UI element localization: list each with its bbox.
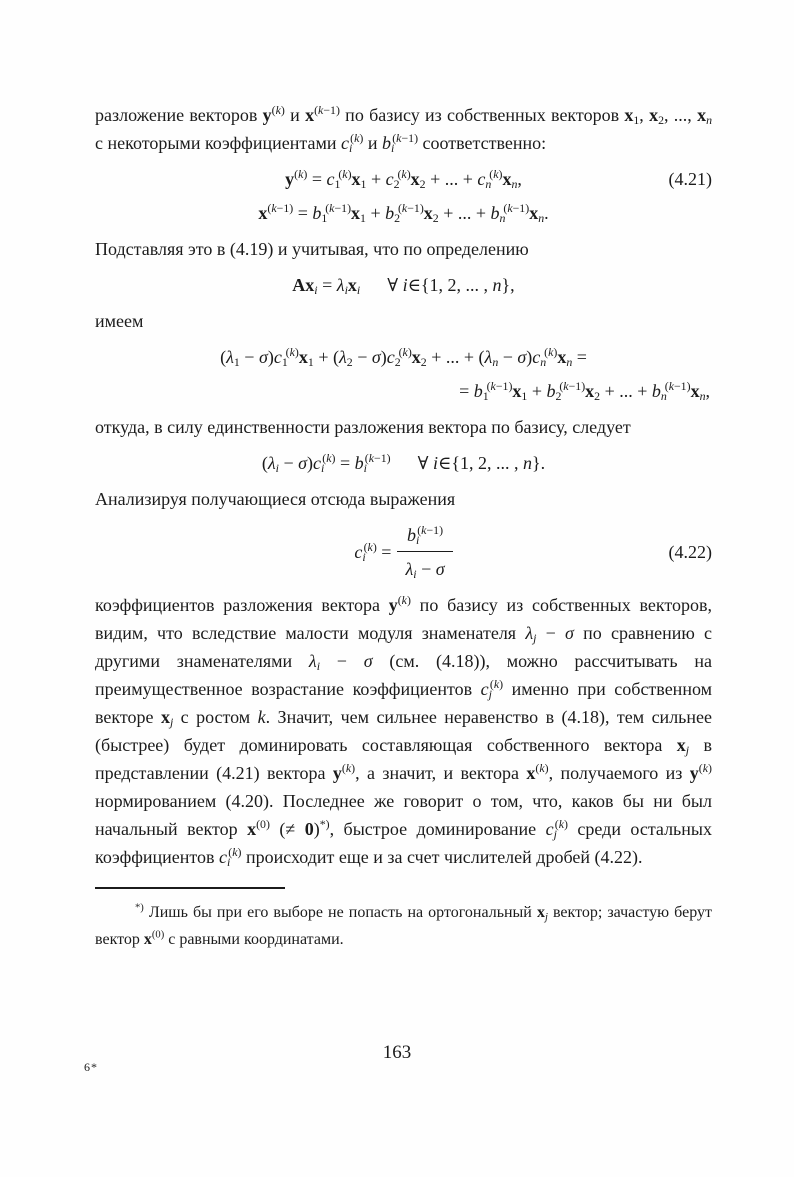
equation-eigen-definition xyxy=(95,268,712,302)
footnote-text: *) Лишь бы при его выборе не попасть на ортогональный $x_j$ вектор; зачастую берут вектор $x^{(0)}$ с равными координатами. xyxy=(95,902,712,948)
paragraph-have: имеем xyxy=(95,311,144,331)
paragraph-substituting: Подставляя это в (4.19) и учитывая, что по определению xyxy=(95,239,529,259)
equation-4-21-line2: $x^{(k-1)} = b_1^{(k-1)}x_1 + b_2^{(k-1)}x_2$ + ... + $b_n^{(k-1)}x_n$. xyxy=(258,201,549,226)
page-number: 163 xyxy=(382,1042,412,1063)
fraction-numerator: $b_i^{(k-1)}$ xyxy=(397,522,452,552)
fraction-denominator: $\lambda_i - \sigma$ xyxy=(405,559,445,582)
equation-4-22-body xyxy=(354,518,452,586)
equation-chain xyxy=(95,340,712,408)
paragraph-analyzing: Анализируя получающиеся отсюда выражения xyxy=(95,489,456,509)
equation-4-21 xyxy=(95,162,712,230)
equation-4-21-line1: $y^{(k)} = c_1^{(k)}x_1 + c_2^{(k)}x_2$ + ... + $c_n^{(k)}x_n$, xyxy=(285,167,522,192)
equation-number-4-22: (4.22) xyxy=(668,542,712,562)
equation-eigen-definition-body: $Ax_i = \lambda_ix_i$ ∀ i∈{1, 2, ... , n}, xyxy=(292,275,515,298)
paragraph-intro: разложение векторов $y^{(k)}$ и $x^{(k-1)}$ по базису из собственных векторов $x_1$, $x_2$, ..., $x_n$ с некоторыми коэффициентами $c_i^{(k)}$ и $b_i^{(k-1)}$ соответственно: xyxy=(95,103,712,156)
equation-chain-line2: = $b_1^{(k-1)}x_1 + b_2^{(k-1)}x_2$ + ... + $b_n^{(k-1)}x_n$, xyxy=(459,379,710,404)
fraction xyxy=(397,522,452,582)
equation-identity-body: $(\lambda_i - \sigma)c_i^{(k)} = b_i^{(k-1)}$ ∀ i∈{1, 2, ... , n}. xyxy=(261,451,546,476)
page-body-text xyxy=(95,101,712,953)
equation-identity xyxy=(95,446,712,480)
paragraph-main: коэффициентов разложения вектора $y^{(k)}$ по базису из собственных векторов, видим, что вследствие малости модуля знаменателя $\lambda_j - \sigma$ по сравнению с другими знаменателями $\lambda_i - \sigma$ (см. (4.18)), можно рассчитывать на преимущественное возрастание коэффициентов $c_j^{(k)}$ именно при собственном векторе $x_j$ с ростом k. Значит, чем сильнее неравенство в (4.18), тем сильнее (быстрее) будет доминировать составляющая собственного вектора $x_j$ в представлении (4.21) вектора $y^{(k)}$, а значит, и вектора $x^{(k)}$, получаемого из $y^{(k)}$ нормированием (4.20). Последнее же говорит о том, что, каков бы ни был начальный вектор $x^{(0)}$ (≠ 0)*), быстрое доминирование $c_j^{(k)}$ среди остальных коэффициентов $c_i^{(k)}$ происходит еще и за счет числителей дробей (4.22). xyxy=(95,593,713,870)
equation-chain-line1: $(\lambda_1 - \sigma)c_1^{(k)}x_1 + (\lambda_2 - \sigma)c_2^{(k)}x_2$ + ... + $(\lambda_n - \sigma)c_n^{(k)}x_n$ = xyxy=(220,345,587,370)
equation-number-4-21: (4.21) xyxy=(668,169,712,189)
paragraph-whence: откуда, в силу единственности разложения вектора по базису, следует xyxy=(95,417,631,437)
equation-4-22 xyxy=(95,518,712,586)
footnote-divider xyxy=(95,887,285,889)
signature-mark: 6* xyxy=(84,1060,98,1074)
equation-4-22-lhs: $c_i^{(k)}$ = xyxy=(354,540,392,565)
